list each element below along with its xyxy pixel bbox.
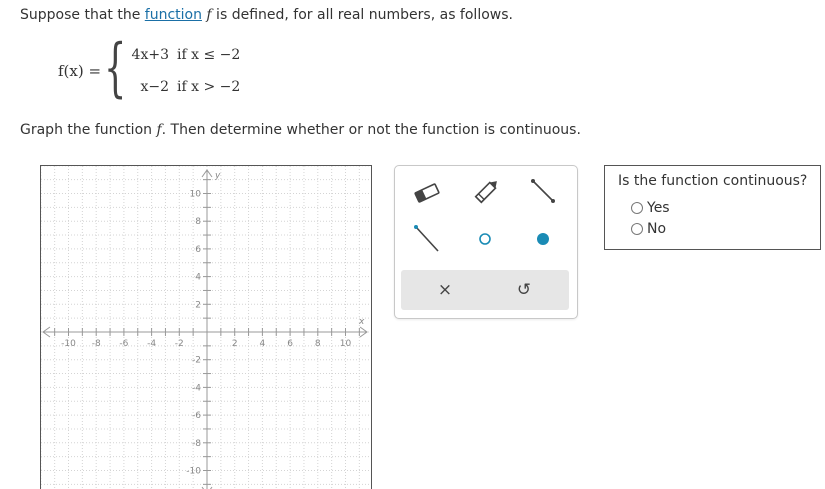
function-symbol: f	[206, 7, 212, 23]
graph-toolbox	[394, 165, 578, 319]
ray-icon[interactable]	[409, 224, 445, 254]
y-tick-label: 4	[195, 272, 201, 283]
x-tick-label: 6	[287, 339, 293, 349]
y-tick-label: -2	[192, 355, 201, 366]
x-tick-label: 10	[339, 339, 352, 349]
x-tick-label: 4	[259, 339, 266, 349]
case-1-expression: 4x+3	[131, 47, 169, 63]
y-tick-label: -8	[192, 438, 201, 449]
x-tick-label: -10	[61, 339, 76, 349]
action-bar	[401, 270, 569, 310]
y-tick-label: 6	[195, 244, 201, 255]
problem-statement	[20, 7, 513, 23]
eraser-icon[interactable]	[409, 178, 445, 208]
instruction-function-symbol: f	[156, 122, 162, 138]
case-2-condition: if x > −2	[177, 79, 241, 95]
case-2	[113, 79, 240, 95]
yes-option[interactable]	[631, 200, 670, 216]
case-2-expression: x−2	[140, 79, 169, 95]
x-tick-label: 8	[314, 339, 321, 349]
closed-point-icon[interactable]	[525, 224, 561, 254]
undo-button[interactable]: ↺	[516, 280, 532, 300]
segment-icon[interactable]	[525, 176, 561, 206]
y-tick-label: 2	[195, 300, 201, 311]
instruction-before: Graph the function	[20, 122, 157, 138]
question-title: Is the function continuous?	[618, 173, 808, 189]
brace-symbol: {	[104, 31, 127, 105]
x-tick-label: -6	[119, 339, 129, 349]
x-tick-label: -4	[147, 339, 157, 349]
y-axis-label: y	[215, 171, 221, 181]
y-tick-label: -10	[186, 466, 201, 477]
y-tick-label: -4	[192, 383, 201, 394]
continuity-question	[604, 165, 821, 250]
yes-radio[interactable]	[631, 202, 643, 214]
function-link[interactable]: function	[144, 7, 202, 23]
x-axis-label: x	[359, 317, 365, 327]
case-1	[113, 47, 240, 63]
graphing-area[interactable]	[40, 165, 372, 489]
coordinate-plane[interactable]	[41, 166, 371, 489]
instruction-text	[20, 122, 581, 138]
open-point-icon[interactable]	[467, 224, 503, 254]
no-option[interactable]	[631, 221, 666, 237]
no-radio[interactable]	[631, 223, 643, 235]
prompt-text-end: is defined, for all real numbers, as follows.	[211, 7, 513, 23]
y-tick-label: 8	[195, 217, 201, 228]
y-tick-label: 10	[189, 189, 201, 200]
no-label: No	[647, 221, 667, 237]
equation-lhs: f(x) =	[58, 62, 102, 80]
yes-label: Yes	[647, 200, 670, 216]
y-tick-label: -6	[192, 411, 201, 422]
clear-button[interactable]: ×	[437, 280, 453, 300]
x-tick-label: -2	[174, 339, 184, 349]
x-tick-label: 2	[231, 339, 238, 349]
instruction-after: . Then determine whether or not the function is continuous.	[161, 122, 581, 138]
case-1-condition: if x ≤ −2	[177, 47, 241, 63]
pencil-icon[interactable]	[469, 176, 505, 206]
x-tick-label: -8	[91, 339, 101, 349]
prompt-text: Suppose that the	[20, 7, 145, 23]
